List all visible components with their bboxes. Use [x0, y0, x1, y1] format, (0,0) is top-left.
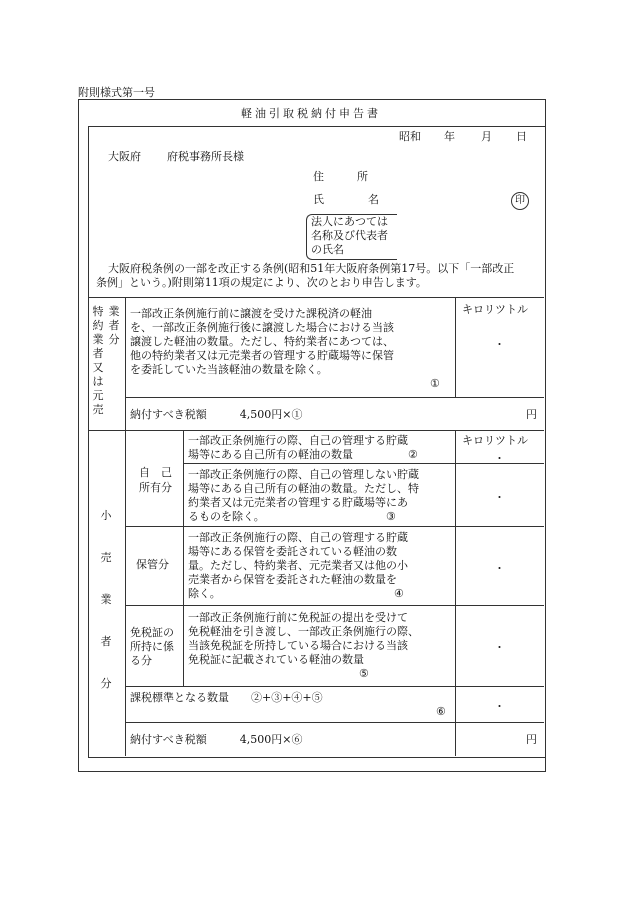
section-a-desc-5: を委託していた当該軽油の数量を除く。	[130, 363, 328, 376]
exempt-line-2: 免税軽油を引き渡し、一部改正条例施行の際、	[188, 625, 419, 638]
own2-line-3: 約業者又は元売業者の管理する貯蔵場等にあ	[188, 496, 408, 509]
section-a-inner-line	[125, 397, 544, 398]
section-b-unit-yen: 円	[526, 733, 537, 746]
intro-line-2: 条例」という。)附則第11項の規定により、次のとおり申告します。	[96, 276, 427, 289]
date-year: 年	[444, 130, 455, 143]
name-label: 氏 名	[313, 193, 379, 206]
section-a-unit-kl: キロリツトル	[462, 303, 528, 316]
storage-bottom-line	[125, 605, 544, 606]
base-bottom-line	[125, 722, 544, 723]
value-col-line-a	[455, 297, 456, 397]
own1-line-1: 一部改正条例施行の際、自己の管理する貯蔵	[188, 434, 408, 447]
base-label: 課税標準となる数量 ②+③+④+⑤	[130, 691, 323, 704]
section-b-label: 小 売 業 者 分	[100, 509, 112, 690]
storage-line-3: 量。ただし、特約業者、元売業者又は他の小	[188, 559, 408, 572]
own2-line-1: 一部改正条例施行の際、自己の管理しない貯蔵	[188, 468, 419, 481]
corp-note-1: 法人にあつては	[311, 215, 388, 228]
date-day: 日	[516, 130, 527, 143]
section-a-tax-label: 納付すべき税額 4,500円×①	[130, 408, 303, 421]
own1-num: ②	[408, 448, 418, 461]
exempt-label-1: 免税証の	[130, 626, 174, 639]
corp-note-2: 名称及び代表者	[311, 229, 388, 242]
storage-line-5: 除く。	[188, 587, 221, 600]
exempt-num: ⑤	[359, 667, 369, 680]
storage-line-2: 場等にある保管を委託されている軽油の数	[188, 545, 397, 558]
section-a-unit-yen: 円	[526, 408, 537, 421]
addressee-office: 府税事務所長様	[167, 150, 244, 163]
storage-num: ④	[394, 587, 404, 600]
section-a-desc-4: 他の特約業者又は元売業者の管理する貯蔵場等に保管	[130, 349, 394, 362]
own2-line-4: るものを除く。	[188, 510, 265, 523]
exempt-line-1: 一部改正条例施行前に免税証の提出を受けて	[188, 611, 408, 624]
base-decimal-dot: ・	[494, 700, 505, 713]
date-month: 月	[481, 130, 492, 143]
form-title: 軽油引取税納付申告書	[241, 107, 381, 120]
own-label-1: 自 己	[139, 466, 172, 479]
section-a-label-col2: 業 者 分	[108, 305, 120, 346]
date-era: 昭和	[399, 130, 421, 143]
section-a-desc-3: 譲渡した軽油の数量。ただし、特約業者にあつては、	[130, 335, 394, 348]
own1-unit-kl: キロリツトル	[462, 434, 528, 447]
exempt-decimal-dot: ・	[494, 641, 505, 654]
exempt-label-2: 所持に係	[130, 640, 174, 653]
exempt-line-3: 当該免税証を所持している場合における当該	[188, 639, 408, 652]
section-a-label-col1: 特 約 業 者 又 は 元 売	[92, 305, 104, 416]
section-a-num: ①	[430, 377, 440, 390]
own1-decimal-dot: ・	[494, 452, 505, 465]
section-a-desc-1: 一部改正条例施行前に譲渡を受けた課税済の軽油	[130, 307, 372, 320]
storage-decimal-dot: ・	[494, 562, 505, 575]
form-number-label: 附則様式第一号	[78, 86, 155, 99]
exempt-line-4: 免税証に記載されている軽油の数量	[188, 653, 364, 666]
base-num: ⑥	[436, 705, 446, 718]
own2-num: ③	[386, 510, 396, 523]
intro-line-1: 大阪府税条例の一部を改正する条例(昭和51年大阪府条例第17号。以下「一部改正	[108, 262, 515, 275]
addressee-prefecture: 大阪府	[108, 150, 141, 163]
value-col-line-b	[455, 430, 456, 756]
corp-note-3: の氏名	[311, 243, 344, 256]
storage-line-1: 一部改正条例施行の際、自己の管理する貯蔵	[188, 531, 408, 544]
own-label-2: 所有分	[139, 481, 172, 494]
table-top-line	[88, 297, 544, 298]
storage-line-4: 売業者から保管を委託された軽油の数量を	[188, 573, 397, 586]
label-col-line	[125, 297, 126, 756]
own2-decimal-dot: ・	[494, 491, 505, 504]
exempt-bottom-line	[125, 686, 544, 687]
section-a-bottom-line	[88, 430, 544, 431]
sublabel-col-line	[183, 430, 184, 686]
section-a-desc-2: を、一部改正条例施行後に譲渡した場合における当該	[130, 321, 394, 334]
own2-line-2: 場等にある自己所有の軽油の数量。ただし、特	[188, 482, 419, 495]
own-row-split-line	[183, 463, 544, 464]
section-a-decimal-dot: ・	[494, 338, 505, 351]
storage-label: 保管分	[136, 558, 169, 571]
section-b-tax-label: 納付すべき税額 4,500円×⑥	[130, 733, 303, 746]
own-bottom-line	[125, 526, 544, 527]
exempt-label-3: る分	[130, 654, 152, 667]
address-label: 住 所	[313, 170, 368, 183]
seal-mark: 印	[511, 192, 529, 210]
own1-line-2: 場等にある自己所有の軽油の数量	[188, 448, 353, 461]
